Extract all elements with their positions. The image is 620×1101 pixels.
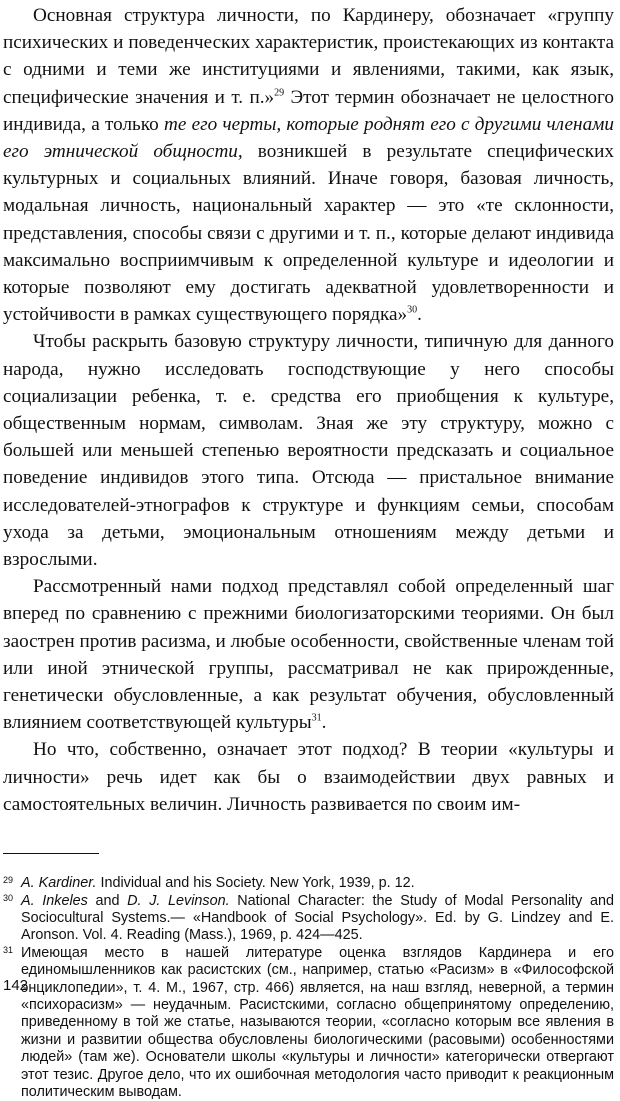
footnote-mark: 30 bbox=[3, 892, 14, 903]
footnote-body bbox=[21, 875, 415, 891]
text-run: and bbox=[87, 892, 128, 909]
paragraph bbox=[3, 573, 614, 736]
text-run: Individual and his Society. New York, 1939, p. 12. bbox=[96, 875, 415, 892]
italic-text: D. J. Levinson. bbox=[127, 892, 230, 909]
footnote bbox=[3, 875, 614, 892]
text-run: Чтобы раскрыть базовую структуру личности, типичную для данного народа, нужно исследовать господствующие у него способы социализации ребенка, т. е. средства его приобщения к культуре, общественным нормам, символам. Зная же эту структуру, можно с большей или меньшей степенью вероятности предсказать и социальное поведение индивидов этого типа. Отсюда — пристальное внимание исследователей-этнографов к структуре и функциям семьи, способам ухода за детьми, эмоциональным отношениям между детьми и взрослыми. bbox=[3, 331, 614, 571]
italic-text: A. Inkeles bbox=[21, 892, 88, 909]
footnote-ref: 31 bbox=[311, 712, 322, 724]
book-page bbox=[3, 2, 614, 1100]
text-run: National Character: the Study of Modal Personality and Sociocultural Systems.— «Handbook of Social Psychology». Ed. by G. Lindzey and E. Aronson. Vol. 4. Reading (Mass.), 1969, p. 424—425. bbox=[21, 892, 614, 944]
text-run: . bbox=[417, 304, 422, 326]
footnote-mark: 31 bbox=[3, 944, 14, 955]
text-run: Имеющая место в нашей литературе оценка взглядов Кардинера и его единомышленников как расистских (см., например, статью «Расизм» в «Философской энциклопедии», т. 4. М., 1967, стр. 466) является, на наш взгляд, неверной, а термин «психорасизм» — неудачным. Расистскими, согласно общепринятому определению, приведенному в той же статье, называются теории, «согласно которым все явления в жизни и развитии общества обусловлены биологическими (расовыми) особенностями людей» (там же). Основатели школы «культуры и личности» категорически отвергают этот тезис. Другое дело, что их ошибочная методология часто приводит к реакционным политическим выводам. bbox=[21, 944, 614, 1100]
page-number: 142 bbox=[3, 977, 29, 994]
text-run: Основная структура личности, по Кардинеру, обозначает «группу психических и поведенческих характеристик, проистекающих из контакта с одними и теми же институциями и явлениями, такими, как язык, специфические значения и т. п.» bbox=[3, 5, 614, 108]
italic-text: те его черты, которые роднят его с другими членами его этнической общности, bbox=[3, 113, 614, 163]
text-run: возникшей в результате специфических культурных и социальных влияний. Иначе говоря, базовая личность, модальная личность, национальный характер — это «те склонности, представления, способы связи с другими и т. п., которые делают индивида максимально восприимчивым к определенной культуре и идеологии и которые позволяют ему достигать адекватной удовлетворенности и устойчивости в рамках существующего порядка» bbox=[3, 141, 614, 326]
footnotes bbox=[3, 875, 614, 1101]
paragraph bbox=[3, 2, 614, 328]
footnote-divider bbox=[3, 853, 99, 854]
footnote-mark: 29 bbox=[3, 875, 14, 886]
footnote-ref: 30 bbox=[407, 304, 418, 316]
footnote bbox=[3, 945, 614, 1101]
text-run: Рассмотренный нами подход представлял собой определенный шаг вперед по сравнению с прежними биологизаторскими теориями. Он был заострен против расизма, и любые особенности, свойственные членам той или иной этнической группы, рассматривал не как прирожденные, генетически обусловленные, а как результат обучения, обусловленный влиянием соответствующей культуры bbox=[3, 576, 614, 734]
paragraph bbox=[3, 328, 614, 573]
footnote-body bbox=[21, 893, 614, 944]
paragraph bbox=[3, 736, 614, 818]
footnote bbox=[3, 893, 614, 945]
footnote-ref: 29 bbox=[274, 87, 285, 99]
text-run: Но что, собственно, означает этот подход? В теории «культуры и личности» речь идет как бы о взаимодействии двух равных и самостоятельных величин. Личность развивается по своим им- bbox=[3, 739, 614, 815]
footnote-body bbox=[21, 945, 614, 1100]
text-run: . bbox=[321, 712, 327, 734]
italic-text: A. Kardiner. bbox=[21, 875, 97, 892]
main-text bbox=[3, 2, 614, 818]
text-run: Этот термин обозначает не целостного индивида, а только bbox=[3, 86, 614, 135]
